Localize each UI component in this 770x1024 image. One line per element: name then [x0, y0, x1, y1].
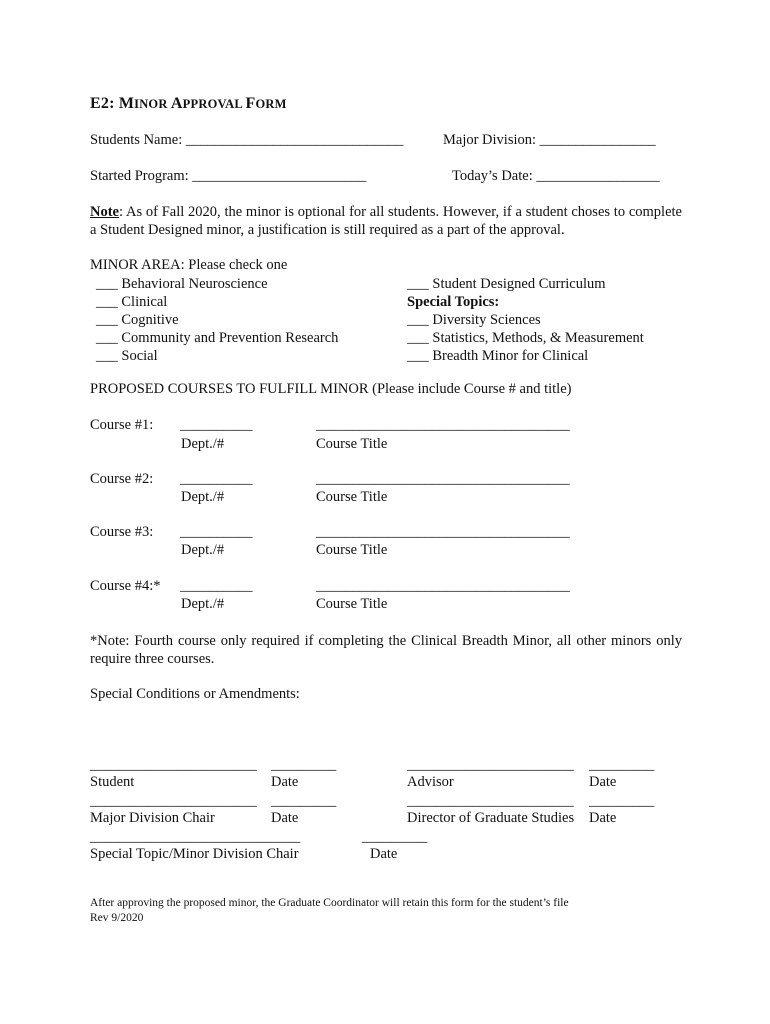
director-signature-line[interactable]: _______________________: [407, 793, 574, 809]
student-date-caption: Date: [271, 774, 299, 790]
course-3-label: Course #3:: [90, 524, 154, 540]
minor-area-right-list: [407, 275, 644, 365]
course-2-title-input[interactable]: ___________________________________: [316, 471, 570, 487]
optional-minor-note: [90, 203, 682, 239]
title-prefix: E2:: [90, 95, 119, 112]
title-m: M: [118, 95, 135, 112]
title-f-rest: ORM: [255, 97, 287, 111]
director-signature-caption: Director of Graduate Studies: [407, 810, 575, 826]
minor-area-heading: MINOR AREA: Please check one: [90, 257, 288, 273]
proposed-courses-heading: PROPOSED COURSES TO FULFILL MINOR (Please include Course # and title): [90, 381, 572, 397]
special-topic-chair-date-line[interactable]: _________: [362, 829, 428, 845]
form-title: [90, 95, 287, 113]
special-conditions-label: Special Conditions or Amendments:: [90, 686, 300, 702]
minor-option-community-prevention[interactable]: ___ Community and Prevention Research: [96, 330, 339, 346]
student-signature-line[interactable]: _______________________: [90, 757, 257, 773]
course-2-title-caption: Course Title: [316, 489, 388, 505]
minor-option-cognitive[interactable]: ___ Cognitive: [96, 312, 179, 328]
course-3-title-caption: Course Title: [316, 542, 388, 558]
major-chair-signature-caption: Major Division Chair: [90, 810, 215, 826]
course-3-dept-caption: Dept./#: [181, 542, 225, 558]
special-topic-chair-caption: Special Topic/Minor Division Chair: [90, 846, 299, 862]
course-1-label: Course #1:: [90, 417, 154, 433]
course-1-dept-input[interactable]: __________: [180, 417, 253, 433]
minor-option-clinical[interactable]: ___ Clinical: [96, 294, 168, 310]
course-2-label: Course #2:: [90, 471, 154, 487]
advisor-date-caption: Date: [589, 774, 617, 790]
course-1-title-input[interactable]: ___________________________________: [316, 417, 570, 433]
director-date-line[interactable]: _________: [589, 793, 655, 809]
advisor-signature-caption: Advisor: [407, 774, 454, 790]
special-topics-heading: Special Topics:: [407, 294, 500, 310]
title-f: F: [245, 95, 256, 112]
note-label: Note: [90, 204, 119, 220]
minor-option-social[interactable]: ___ Social: [96, 348, 158, 364]
course-1-title-caption: Course Title: [316, 436, 388, 452]
course-3-dept-input[interactable]: __________: [180, 524, 253, 540]
student-signature-caption: Student: [90, 774, 135, 790]
minor-option-statistics-methods[interactable]: ___ Statistics, Methods, & Measurement: [407, 330, 644, 346]
course-4-label: Course #4:*: [90, 578, 161, 594]
major-chair-signature-line[interactable]: _______________________: [90, 793, 257, 809]
student-date-line[interactable]: _________: [271, 757, 337, 773]
title-a: A: [170, 95, 183, 112]
course-4-title-input[interactable]: ___________________________________: [316, 578, 570, 594]
major-chair-date-caption: Date: [271, 810, 299, 826]
todays-date-field[interactable]: Today’s Date: _________________: [452, 168, 660, 184]
started-program-field[interactable]: Started Program: ________________________: [90, 168, 367, 184]
course-4-title-caption: Course Title: [316, 596, 388, 612]
minor-option-student-designed[interactable]: ___ Student Designed Curriculum: [407, 276, 606, 292]
course-4-dept-caption: Dept./#: [181, 596, 225, 612]
director-date-caption: Date: [589, 810, 617, 826]
major-chair-date-line[interactable]: _________: [271, 793, 337, 809]
minor-option-behavioral-neuroscience[interactable]: ___ Behavioral Neuroscience: [96, 276, 268, 292]
title-a-rest: PPROVAL: [182, 97, 246, 111]
course-2-dept-caption: Dept./#: [181, 489, 225, 505]
title-m-rest: INOR: [134, 97, 171, 111]
minor-area-left-list: [96, 275, 338, 365]
major-division-field[interactable]: Major Division: ________________: [443, 132, 656, 148]
note-text: : As of Fall 2020, the minor is optional for all students. However, if a student choses to complete a Student Designed minor, a justification is still required as a part of the approval.: [90, 204, 682, 238]
course-2-dept-input[interactable]: __________: [180, 471, 253, 487]
student-name-field[interactable]: Students Name: ______________________________: [90, 132, 404, 148]
fourth-course-footnote: *Note: Fourth course only required if completing the Clinical Breadth Minor, all other minors only require three courses.: [90, 633, 682, 667]
footer-revision: Rev 9/2020: [90, 912, 144, 924]
advisor-signature-line[interactable]: _______________________: [407, 757, 574, 773]
course-1-dept-caption: Dept./#: [181, 436, 225, 452]
special-topic-chair-signature-line[interactable]: _____________________________: [90, 829, 301, 845]
minor-option-diversity-sciences[interactable]: ___ Diversity Sciences: [407, 312, 541, 328]
course-4-dept-input[interactable]: __________: [180, 578, 253, 594]
footer-retention-note: After approving the proposed minor, the Graduate Coordinator will retain this form for the student’s file: [90, 897, 569, 909]
special-topic-chair-date-caption: Date: [370, 846, 398, 862]
course-3-title-input[interactable]: ___________________________________: [316, 524, 570, 540]
minor-option-breadth-clinical[interactable]: ___ Breadth Minor for Clinical: [407, 348, 589, 364]
advisor-date-line[interactable]: _________: [589, 757, 655, 773]
